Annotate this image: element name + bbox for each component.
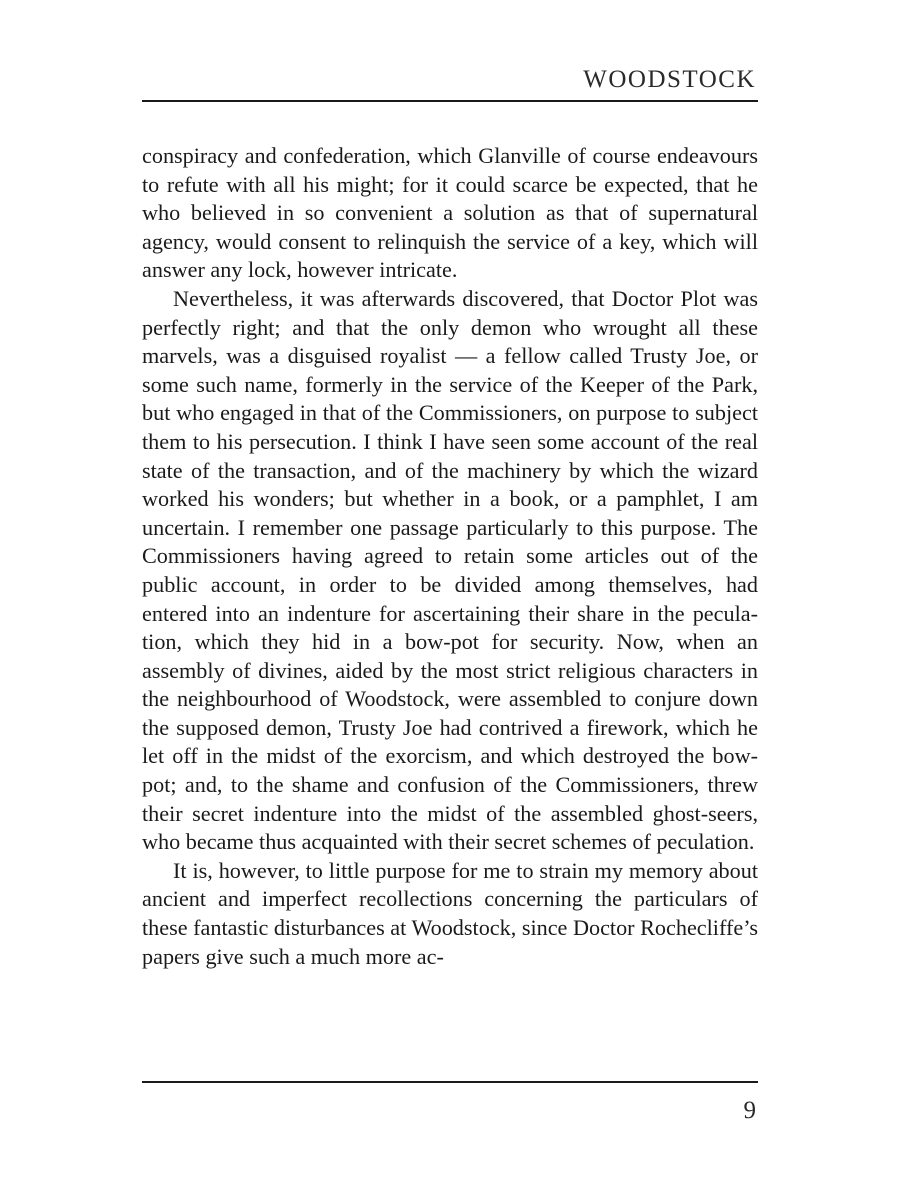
paragraph: It is, however, to little purpose for me to strain my memory about ancient and imperfect recollections concerning the particulars of these fantastic disturbances at Woodstock, since Doctor Rochecliffe’s papers give such a much more ac- bbox=[142, 857, 758, 969]
page-number: 9 bbox=[743, 1097, 756, 1124]
paragraph: Nevertheless, it was afterwards discovered, that Doctor Plot was perfectly right; and that the only demon who wrought all these marvels, was a disguised royalist — a fellow called Trusty Joe, or some such name, formerly in the service of the Keeper of the Park, but who engaged in that of the Commissioners, on purpose to subject them to his persecution. I think I have seen some account of the real state of the transaction, and of the machinery by which the wizard worked his wonders; but whether in a book, or a pamphlet, I am uncertain. I remember one passage particularly to this purpose. The Commissioners having agreed to retain some articles out of the public account, in order to be divided among themselves, had entered into an indenture for ascertaining their share in the peculation, which they hid in a bow-pot for security. Now, when an assembly of divines, aided by the most strict religious characters in the neighbourhood of Woodstock, were assembled to conjure down the supposed demon, Trusty Joe had contrived a firework, which he let off in the midst of the exorcism, and which destroyed the bow-pot; and, to the shame and confusion of the Commissioners, threw their secret indenture into the midst of the assembled ghost-seers, who became thus acquainted with their secret schemes of peculation. bbox=[142, 285, 758, 855]
header-rule bbox=[142, 100, 758, 102]
paragraph-continued: conspiracy and confederation, which Glanville of course endeavours to refute with all his might; for it could scarce be expected, that he who believed in so convenient a solution as that of supernatural agency, would consent to relinquish the service of a key, which will answer any lock, however intricate. bbox=[142, 143, 758, 283]
body-text bbox=[142, 142, 758, 971]
running-head-title: WOODSTOCK bbox=[583, 66, 756, 93]
footer-rule bbox=[142, 1081, 758, 1083]
